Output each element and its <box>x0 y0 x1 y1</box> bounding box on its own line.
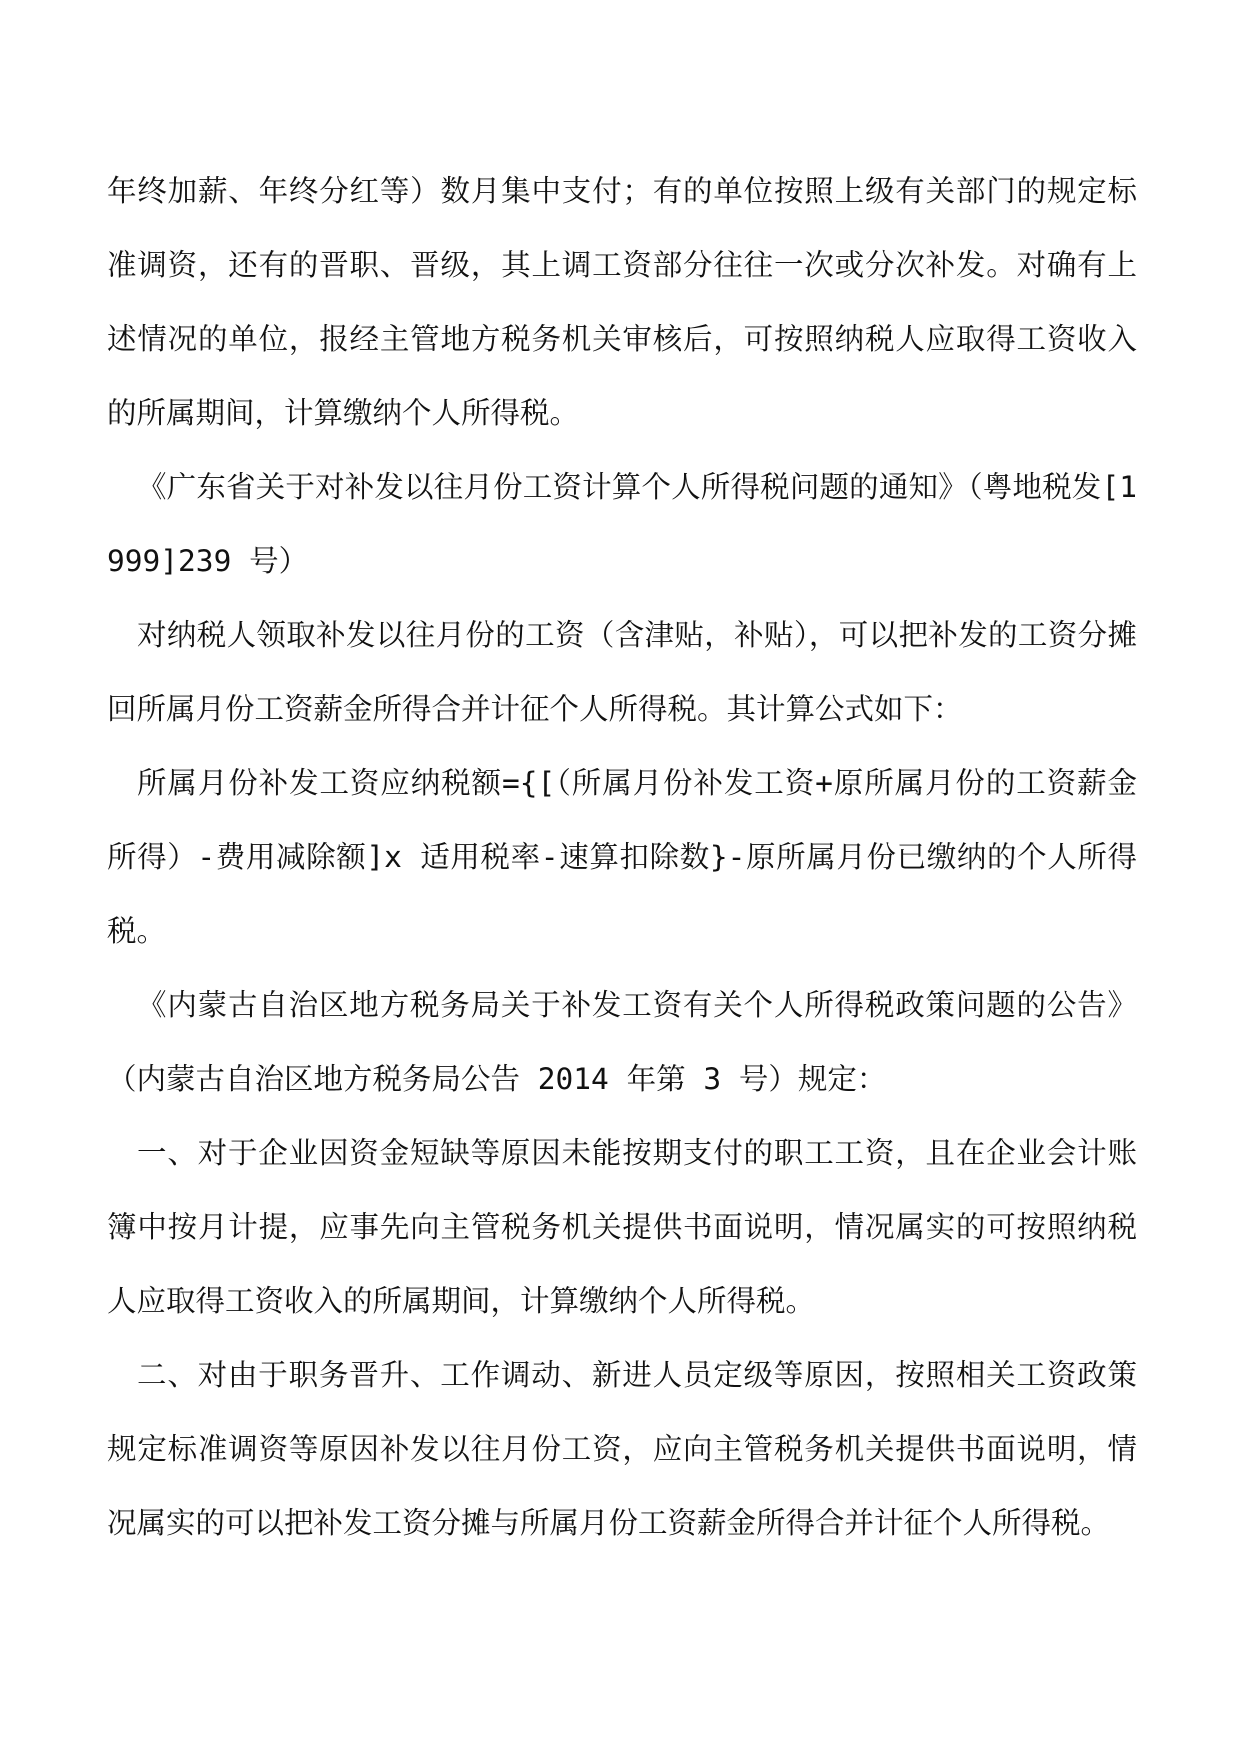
paragraph-guangdong-notice-title: 《广东省关于对补发以往月份工资计算个人所得税问题的通知》（粤地税发[1999]239 号） <box>107 470 1137 578</box>
paragraph-rule-two: 二、对由于职务晋升、工作调动、新进人员定级等原因，按照相关工资政策规定标准调资等原因补发以往月份工资，应向主管税务机关提供书面说明，情况属实的可以把补发工资分摊与所属月份工资薪金所得合并计征个人所得税。 <box>107 1358 1137 1540</box>
paragraph-continuation: 年终加薪、年终分红等）数月集中支付；有的单位按照上级有关部门的规定标准调资，还有的晋职、晋级，其上调工资部分往往一次或分次补发。对确有上述情况的单位，报经主管地方税务机关审核后，可按照纳税人应取得工资收入的所属期间，计算缴纳个人所得税。 <box>107 174 1137 430</box>
paragraph-tax-formula: 所属月份补发工资应纳税额={[（所属月份补发工资+原所属月份的工资薪金所得）-费用减除额]x 适用税率-速算扣除数}-原所属月份已缴纳的个人所得税。 <box>107 766 1137 948</box>
paragraph-rule-one: 一、对于企业因资金短缺等原因未能按期支付的职工工资，且在企业会计账簿中按月计提，应事先向主管税务机关提供书面说明，情况属实的可按照纳税人应取得工资收入的所属期间，计算缴纳个人所得税。 <box>107 1136 1137 1318</box>
paragraph-inner-mongolia-title: 《内蒙古自治区地方税务局关于补发工资有关个人所得税政策问题的公告》（内蒙古自治区地方税务局公告 2014 年第 3 号）规定： <box>107 988 1137 1096</box>
paragraph-guangdong-rule: 对纳税人领取补发以往月份的工资（含津贴，补贴），可以把补发的工资分摊回所属月份工资薪金所得合并计征个人所得税。其计算公式如下： <box>107 618 1137 726</box>
document-body <box>107 154 1137 1560</box>
